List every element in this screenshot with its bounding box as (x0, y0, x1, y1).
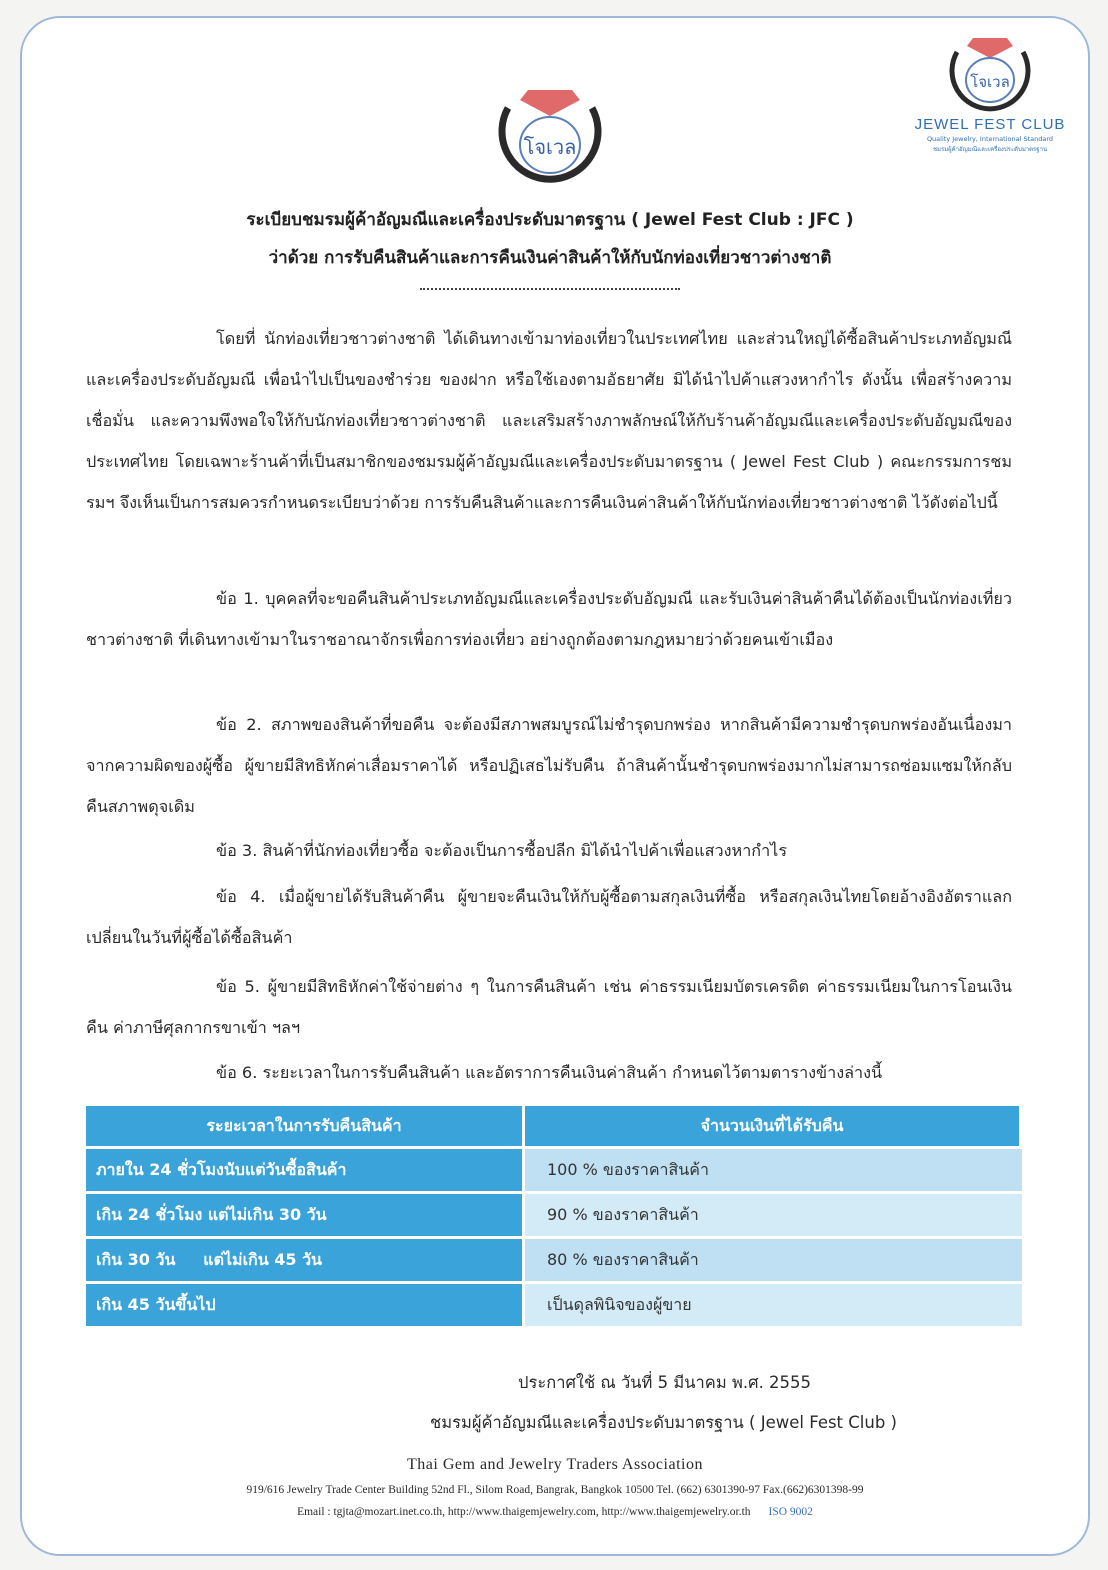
table-row (86, 1284, 1022, 1329)
clause-text: ข้อ 4. เมื่อผู้ขายได้รับสินค้าคืน ผู้ขายจะคืนเงินให้กับผู้ซื้อตามสกุลเงินที่ซื้อ หรือสกุลเงินไทยโดยอ้างอิงอัตราแลกเปลี่ยนในวันที่ผู้ซื้อได้ซื้อสินค้า (86, 887, 1012, 947)
jewel-fest-club-logo (905, 32, 1075, 172)
iso-badge: ISO 9002 (768, 1506, 813, 1518)
refund-cell: เป็นดุลพินิจของผู้ขาย (525, 1284, 1022, 1329)
clause-2 (86, 704, 1012, 827)
club-tagline-thai: ชมรมผู้ค้าอัญมณีและเครื่องประดับมาตรฐาน (932, 146, 1048, 153)
ring-logo-small-icon (945, 32, 1035, 114)
clause-text: ข้อ 5. ผู้ขายมีสิทธิหักค่าใช้จ่ายต่าง ๆ ในการคืนสินค้า เช่น ค่าธรรมเนียมบัตรเครดิต ค่าธรรมเนียมในการโอนเงินคืน ค่าภาษีศุลกากรขาเข้า ฯลฯ (86, 977, 1012, 1037)
association-contact (100, 1506, 1010, 1518)
club-name: JEWEL FEST CLUB (914, 116, 1066, 133)
document-title-line1: ระเบียบชมรมผู้ค้าอัญมณีและเครื่องประดับมาตรฐาน ( Jewel Fest Club : JFC ) (246, 210, 854, 230)
club-signature: ชมรมผู้ค้าอัญมณีและเครื่องประดับมาตรฐาน ( Jewel Fest Club ) (430, 1413, 897, 1432)
association-address: 919/616 Jewelry Trade Center Building 52nd Fl., Silom Road, Bangrak, Bangkok 10500 Tel. (662) 6301390-97 Fax.(662)6301398-99 (246, 1484, 864, 1496)
center-logo (490, 80, 610, 190)
logo-text: โจเวล (523, 135, 577, 159)
refund-cell: 90 % ของราคาสินค้า (525, 1194, 1022, 1239)
association-name: Thai Gem and Jewelry Traders Association (407, 1456, 703, 1473)
clause-3 (86, 830, 1012, 871)
intro-paragraph (86, 318, 1012, 523)
clause-text: ข้อ 1. บุคคลที่จะขอคืนสินค้าประเภทอัญมณีและเครื่องประดับอัญมณี และรับเงินค่าสินค้าคืนได้ต้องเป็นนักท่องเที่ยวชาวต่างชาติ ที่เดินทางเข้ามาในราชอาณาจักรเพื่อการท่องเที่ยว อย่างถูกต้องตามกฎหมายว่าด้วยคนเข้าเมือง (86, 589, 1012, 649)
clause-text: ข้อ 2. สภาพของสินค้าที่ขอคืน จะต้องมีสภาพสมบูรณ์ไม่ชำรุดบกพร่อง หากสินค้ามีความชำรุดบกพร่องอันเนื่องมาจากความผิดของผู้ซื้อ ผู้ขายมีสิทธิหักค่าเสื่อมราคาได้ หรือปฏิเสธไม่รับคืน ถ้าสินค้านั้นชำรุดบกพร่องมากไม่สามารถซ่อมแซมให้กลับคืนสภาพดุจเดิม (86, 715, 1012, 816)
period-cell: เกิน 45 วันขึ้นไป (86, 1284, 525, 1329)
announcement-date: ประกาศใช้ ณ วันที่ 5 มีนาคม พ.ศ. 2555 (518, 1373, 812, 1392)
table-row (86, 1194, 1022, 1239)
period-cell: ภายใน 24 ชั่วโมงนับแต่วันซื้อสินค้า (86, 1149, 525, 1194)
clause-1 (86, 578, 1012, 660)
refund-cell: 100 % ของราคาสินค้า (525, 1149, 1022, 1194)
header-refund-amount: จำนวนเงินที่ได้รับคืน (525, 1106, 1022, 1149)
period-cell: เกิน 24 ชั่วโมง แต่ไม่เกิน 30 วัน (86, 1194, 525, 1239)
header-period: ระยะเวลาในการรับคืนสินค้า (86, 1106, 525, 1149)
clause-5 (86, 966, 1012, 1048)
table-row (86, 1239, 1022, 1284)
table-header-row (86, 1106, 1022, 1149)
document-title-line2: ว่าด้วย การรับคืนสินค้าและการคืนเงินค่าสินค้าให้กับนักท่องเที่ยวชาวต่างชาติ (268, 248, 832, 268)
table-row (86, 1149, 1022, 1194)
dotted-divider (420, 288, 680, 290)
ring-logo-icon (490, 80, 610, 190)
club-tagline: Quality Jewelry, International Standard (926, 135, 1054, 143)
clause-text: ข้อ 3. สินค้าที่นักท่องเที่ยวซื้อ จะต้องเป็นการซื้อปลีก มิได้นำไปค้าเพื่อแสวงหากำไร (216, 841, 788, 860)
logo-small-text: โจเวล (970, 73, 1010, 91)
refund-table (86, 1106, 1022, 1329)
intro-text: โดยที่ นักท่องเที่ยวชาวต่างชาติ ได้เดินทางเข้ามาท่องเที่ยวในประเทศไทย และส่วนใหญ่ได้ซื้อสินค้าประเภทอัญมณี และเครื่องประดับอัญมณี เพื่อนำไปเป็นของชำร่วย ของฝาก หรือใช้เองตามอัธยาศัย มิได้นำไปค้าแสวงหากำไร ดังนั้น เพื่อสร้างความเชื่อมั่น และความพึงพอใจให้กับนักท่องเที่ยวชาวต่างชาติ และเสริมสร้างภาพลักษณ์ให้กับร้านค้าอัญมณีและเครื่องประดับอัญมณีของประเทศไทย โดยเฉพาะร้านค้าที่เป็นสมาชิกของชมรมผู้ค้าอัญมณีและเครื่องประดับมาตรฐาน ( Jewel Fest Club ) คณะกรรมการชมรมฯ จึงเห็นเป็นการสมควรกำหนดระเบียบว่าด้วย การรับคืนสินค้าและการคืนเงินค่าสินค้าให้กับนักท่องเที่ยวชาวต่างชาติ ไว้ดังต่อไปนี้ (86, 329, 1012, 512)
refund-cell: 80 % ของราคาสินค้า (525, 1239, 1022, 1284)
clause-6 (86, 1052, 1012, 1093)
clause-text: ข้อ 6. ระยะเวลาในการรับคืนสินค้า และอัตราการคืนเงินค่าสินค้า กำหนดไว้ตามตารางข้างล่างนี้ (216, 1063, 883, 1082)
clause-4 (86, 876, 1012, 958)
period-cell: เกิน 30 วัน แต่ไม่เกิน 45 วัน (86, 1239, 525, 1284)
contact-text: Email : tgjta@mozart.inet.co.th, http://www.thaigemjewelry.com, http://www.thaigemjewelry.or.th (297, 1506, 751, 1518)
